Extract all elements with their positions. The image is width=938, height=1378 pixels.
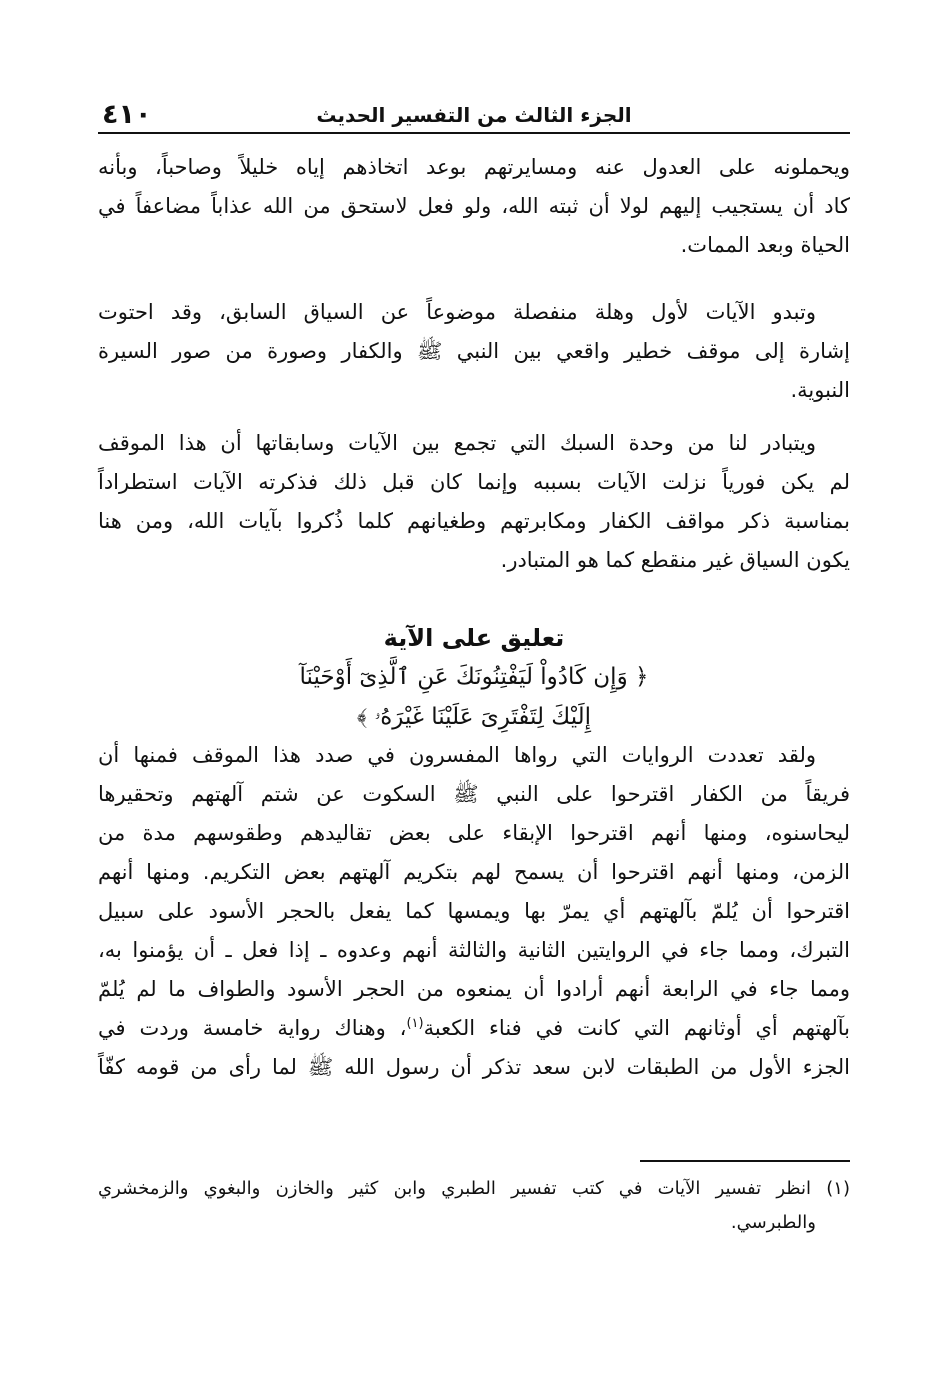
footnote-rule — [640, 1160, 850, 1162]
running-title: الجزء الثالث من التفسير الحديث — [316, 103, 632, 127]
text-line: فريقاً من الكفار اقترحوا على النبي ﷺ السكوت عن شتم آلهتهم وتحقيرها — [98, 782, 850, 806]
text-line — [98, 1009, 850, 1048]
quran-verse-line-1: ﴿ وَإِن كَادُواْ لَيَفْتِنُونَكَ عَنِ ٱلَّذِىٓ أَوْحَيْنَآ — [299, 664, 649, 690]
text-line: الزمن، ومنها أنهم اقترحوا أن يسمح لهم بتكريم آلهتهم بعض التكريم. ومنها أنهم — [98, 860, 850, 884]
quran-verse-line-2: إِلَيْكَ لِتَفْتَرِىَ عَلَيْنَا غَيْرَهُۥ ﴾ — [356, 704, 592, 730]
text-line: ومما جاء في الرابعة أنهم أرادوا أن يمنعوه من الحجر الأسود والطواف ما لم يُلمّ — [98, 977, 850, 1001]
page-number: ٤١٠ — [102, 99, 152, 130]
paragraph-3 — [98, 424, 850, 580]
text-line: إشارة إلى موقف خطير واقعي بين النبي ﷺ والكفار وصورة من صور السيرة — [98, 339, 850, 363]
footnote-line: (١) انظر تفسير الآيات في كتب تفسير الطبري وابن كثير والخازن والبغوي والزمخشري — [98, 1178, 850, 1199]
footnote — [98, 1172, 850, 1240]
text-line: اقترحوا أن يُلمّ بآلهتهم أي يمرّ بها ويمسها كما يفعل بالحجر الأسود على سبيل — [98, 899, 850, 923]
text-line: ليحاسنوه، ومنها أنهم اقترحوا الإبقاء على بعض تقاليدهم وطقوسهم مدة من — [98, 821, 850, 845]
text-line: الحياة وبعد الممات. — [680, 233, 850, 257]
text-segment: ، وهناك رواية خامسة وردت في — [98, 1016, 407, 1040]
text-line: بمناسبة ذكر مواقف الكفار ومكابرتهم وطغيانهم كلما ذُكروا بآيات الله، ومن هنا — [98, 509, 850, 533]
text-line: النبوية. — [790, 378, 850, 402]
footnote-reference[interactable]: (١) — [406, 1016, 424, 1031]
text-line: التبرك، ومما جاء في الروايتين الثانية والثالثة أنهم وعدوه ـ إذا فعل ـ أن يؤمنوا به، — [98, 938, 850, 962]
running-header — [98, 98, 850, 132]
text-line: الجزء الأول من الطبقات لابن سعد تذكر أن رسول الله ﷺ لما رأى من قومه كفّاً — [98, 1055, 850, 1079]
footnote-line: والطبرسي. — [730, 1212, 816, 1233]
text-line: وتبدو الآيات لأول وهلة منفصلة موضوعاً عن السياق السابق، وقد احتوت — [98, 300, 816, 324]
paragraph-1 — [98, 148, 850, 265]
text-line: يكون السياق غير منقطع كما هو المتبادر. — [500, 548, 850, 572]
paragraph-2 — [98, 293, 850, 410]
section-heading: تعليق على الآية — [383, 624, 565, 652]
text-line: ولقد تعددت الروايات التي رواها المفسرون في صدد هذا الموقف فمنها أن — [98, 743, 816, 767]
text-segment: بآلهتهم أي أوثانهم التي كانت في فناء الكعبة — [423, 1016, 851, 1040]
text-line: ويتبادر لنا من وحدة السبك التي تجمع بين الآيات وسابقاتها أن هذا الموقف — [98, 431, 816, 455]
text-line: لم يكن فورياً نزلت الآيات بسببه وإنما كان قبل ذلك فذكرته الآيات استطراداً — [98, 470, 850, 494]
text-line: كاد أن يستجيب إليهم لولا أن ثبته الله، ولو فعل لاستحق من الله عذاباً مضاعفاً في — [98, 194, 850, 218]
header-rule — [98, 132, 850, 134]
text-line: ويحملونه على العدول عنه ومسايرتهم بوعد اتخاذهم إياه خليلاً وصاحباً، وبأنه — [98, 155, 850, 179]
paragraph-4 — [98, 736, 850, 1087]
